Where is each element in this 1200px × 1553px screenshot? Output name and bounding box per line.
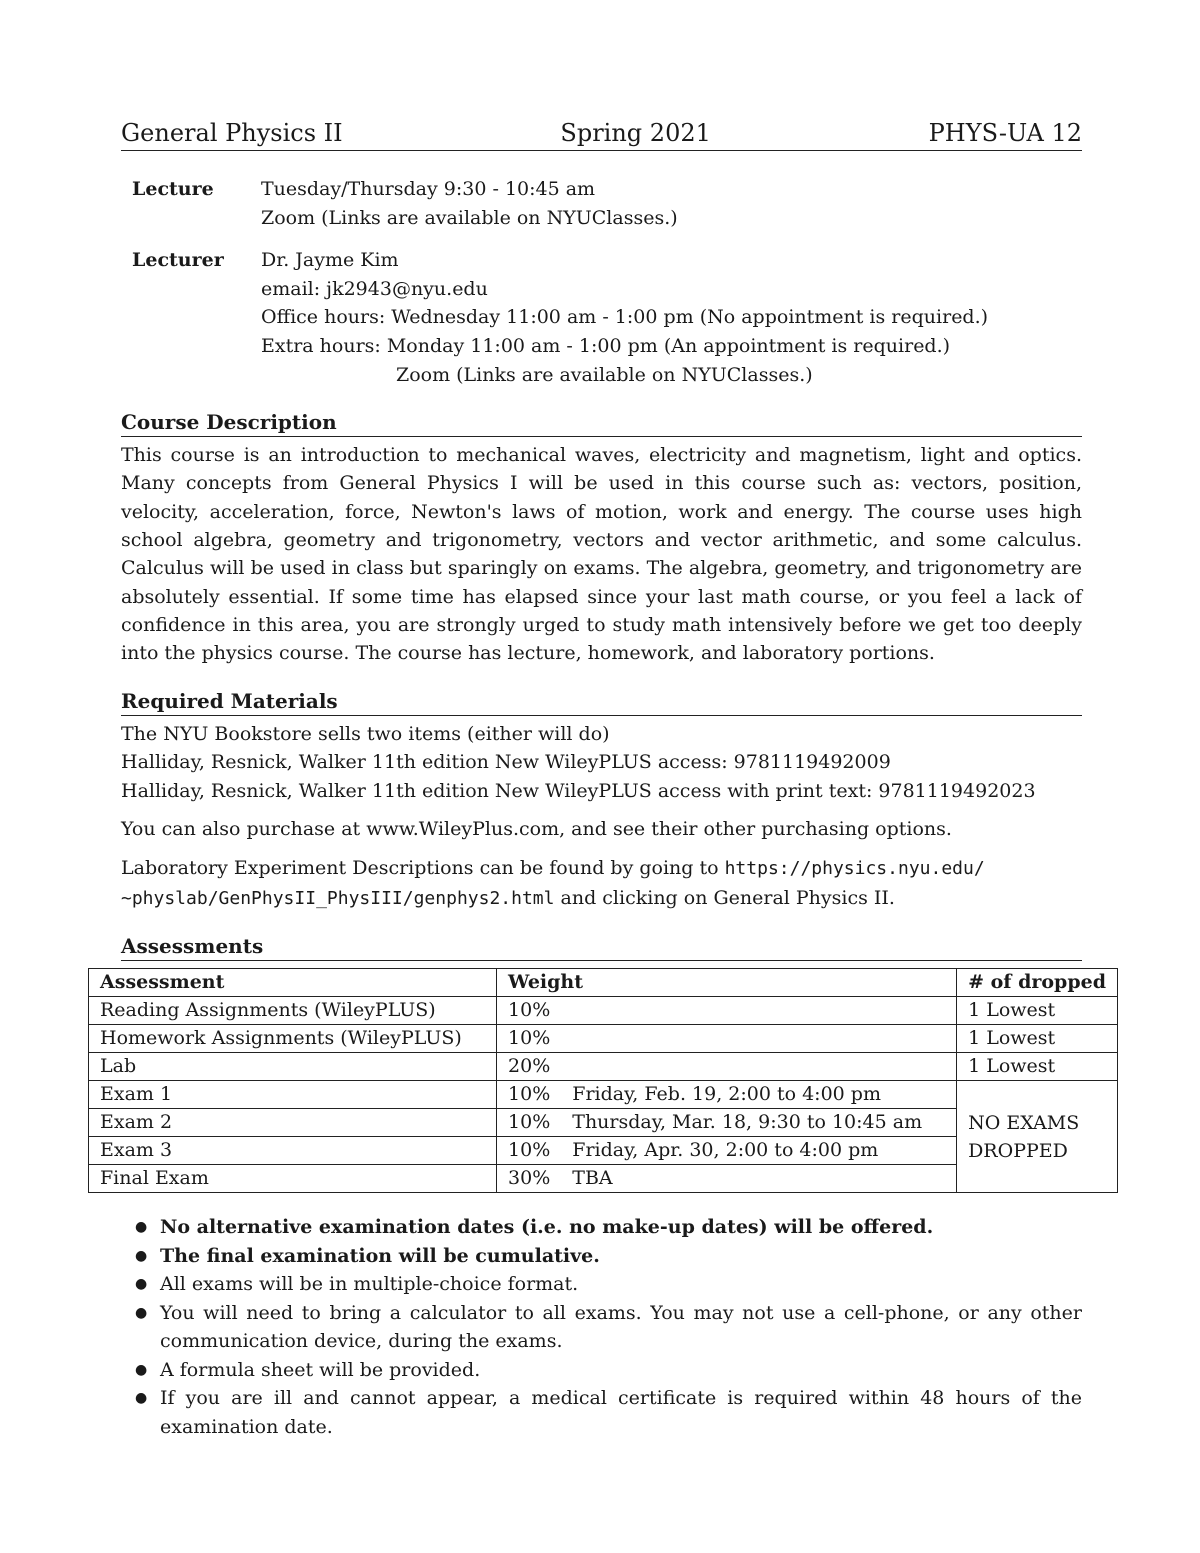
table-row: Exam 3 10% Friday, Apr. 30, 2:00 to 4:00 pm <box>89 1137 1118 1165</box>
syllabus-page <box>121 118 1082 961</box>
exam-date: Friday, Apr. 30, 2:00 to 4:00 pm <box>572 1139 879 1161</box>
assessments-table <box>88 968 1118 1193</box>
lecturer-name: Dr. Jayme Kim <box>261 249 399 272</box>
list-item: ● No alternative examination dates (i.e. no make-up dates) will be offered. <box>135 1213 1082 1242</box>
course-code: PHYS-UA 12 <box>928 119 1082 147</box>
bullet-icon: ● <box>135 1304 148 1321</box>
term: Spring 2021 <box>560 119 711 147</box>
table-row: Exam 2 10% Thursday, Mar. 18, 9:30 to 10:45 am <box>89 1109 1118 1137</box>
course-info <box>121 175 1082 389</box>
lecture-location: Zoom (Links are available on NYUClasses.) <box>261 206 678 229</box>
no-exams-dropped: NO EXAMS DROPPED <box>957 1081 1118 1193</box>
materials-list <box>121 720 1082 806</box>
extra-hours: Extra hours: Monday 11:00 am - 1:00 pm (An appointment is required.) <box>261 334 951 357</box>
lecturer-email: email: jk2943@nyu.edu <box>261 277 488 300</box>
bullet-icon: ● <box>135 1390 148 1406</box>
materials-title: Required Materials <box>121 688 1082 716</box>
header-dropped: # of dropped <box>957 969 1118 997</box>
assessments-title: Assessments <box>121 933 1082 961</box>
office-hours: Office hours: Wednesday 11:00 am - 1:00 pm (No appointment is required.) <box>261 306 989 329</box>
lecturer-label: Lecturer <box>132 249 224 272</box>
course-title: General Physics II <box>121 119 343 147</box>
exam-date: Friday, Feb. 19, 2:00 to 4:00 pm <box>572 1083 881 1105</box>
lab-link[interactable]: https://physics.nyu.edu/ <box>724 857 985 879</box>
table-row: Homework Assignments (WileyPLUS) 10% 1 Lowest <box>89 1025 1118 1053</box>
lecture-row <box>121 175 1082 232</box>
materials-line: Halliday, Resnick, Walker 11th edition New WileyPLUS access: 9781119492009 <box>121 751 891 774</box>
header-weight: Weight <box>497 969 957 997</box>
extra-hours-location: Zoom (Links are available on NYUClasses.) <box>396 363 813 386</box>
exam-date: Thursday, Mar. 18, 9:30 to 10:45 am <box>572 1111 923 1133</box>
exam-policy-list <box>135 1213 1082 1441</box>
lecture-time: Tuesday/Thursday 9:30 - 10:45 am <box>261 178 596 200</box>
list-item: ● The final examination will be cumulative. <box>135 1242 1082 1271</box>
lab-link-continued[interactable]: ~physlab/GenPhysII_PhysIII/genphys2.html <box>121 887 555 909</box>
lecturer-row <box>121 246 1082 389</box>
table-row: Reading Assignments (WileyPLUS) 10% 1 Lowest <box>89 997 1118 1025</box>
materials-line: The NYU Bookstore sells two items (either will do) <box>121 722 610 745</box>
bullet-icon: ● <box>135 1276 148 1292</box>
lecture-label: Lecture <box>132 178 214 200</box>
list-item: ● You will need to bring a calculator to all exams. You may not use a cell-phone, or any other communication device, during the exams. <box>135 1299 1082 1356</box>
header-assessment: Assessment <box>89 969 497 997</box>
bullet-icon: ● <box>135 1247 148 1264</box>
exam-date: TBA <box>572 1167 613 1189</box>
bullet-icon: ● <box>135 1361 148 1378</box>
list-item: ● A formula sheet will be provided. <box>135 1356 1082 1385</box>
materials-line: Halliday, Resnick, Walker 11th edition New WileyPLUS access with print text: 9781119492023 <box>121 779 1036 802</box>
table-row: Lab 20% 1 Lowest <box>89 1053 1118 1081</box>
table-row: Final Exam 30% TBA <box>89 1165 1118 1193</box>
list-item: ● If you are ill and cannot appear, a medical certificate is required within 48 hours of the examination date. <box>135 1384 1082 1441</box>
page-header <box>121 118 1082 151</box>
table-header-row <box>89 969 1118 997</box>
list-item: ● All exams will be in multiple-choice format. <box>135 1270 1082 1299</box>
bullet-icon: ● <box>135 1219 148 1235</box>
table-row: Exam 1 10% Friday, Feb. 19, 2:00 to 4:00 pm NO EXAMS DROPPED <box>89 1081 1118 1109</box>
purchase-text: You can also purchase at www.WileyPlus.com, and see their other purchasing options. <box>121 818 952 841</box>
course-description-title: Course Description <box>121 409 1082 437</box>
course-description-text: This course is an introduction to mechanical waves, electricity and magnetism, light and optics. Many concepts from General Physics I will be used in this course such as: vectors, position, velocity, acceleration, force, Newton's laws of motion, work and energy. The course uses high school algebra, geometry and trigonometry, vectors and vector arithmetic, and some calculus. Calculus will be used in class but sparingly on exams. The algebra, geometry, and trigonometry are absolutely essential. If some time has elapsed since your last math course, or you feel a lack of confidence in this area, you are strongly urged to study math intensively before we get too deeply into the physics course. The course has lecture, homework, and laboratory portions. <box>121 444 1082 665</box>
lab-description: Laboratory Experiment Descriptions can be found by going to https://physics.nyu.edu/ ~physlab/GenPhysII_PhysIII/genphys2.html and clicking on General Physics II. <box>121 856 985 909</box>
